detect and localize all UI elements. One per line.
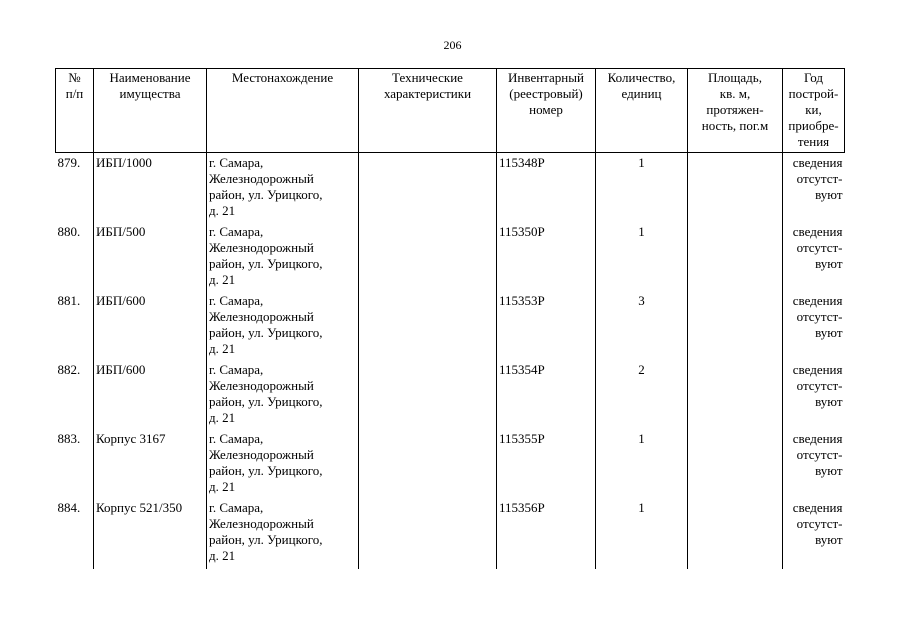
property-registry-table (55, 68, 845, 569)
text-line: Местонахождение (231, 70, 334, 85)
text-line: сведения (792, 431, 843, 446)
text-line: приобре- (788, 118, 839, 133)
text-line: д. 21 (209, 410, 236, 425)
text-line: сведения (792, 293, 843, 308)
text-line: д. 21 (209, 548, 236, 563)
text-line: Площадь, (708, 70, 762, 85)
text-line: г. Самара, (209, 224, 264, 239)
text-line: Наименование (109, 70, 191, 85)
text-line: (реестровый) (509, 86, 583, 101)
text-line: кв. м, (719, 86, 751, 101)
text-line: г. Самара, (209, 293, 264, 308)
cell-number: 882. (56, 362, 94, 431)
text-line: номер (529, 102, 563, 117)
header-quantity (596, 69, 688, 153)
cell-area (688, 500, 783, 569)
table-row (56, 153, 845, 225)
text-line: вуют (815, 325, 843, 340)
text-line: Железнодорожный (209, 516, 314, 531)
text-line: д. 21 (209, 341, 236, 356)
text-line: ность, пог.м (701, 118, 769, 133)
header-technical (359, 69, 497, 153)
cell-year (783, 293, 845, 362)
text-line: район, ул. Урицкого, (209, 463, 323, 478)
text-line: отсутст- (796, 309, 843, 324)
header-location (207, 69, 359, 153)
text-line: вуют (815, 463, 843, 478)
text-line: д. 21 (209, 272, 236, 287)
text-line: район, ул. Урицкого, (209, 394, 323, 409)
cell-area (688, 224, 783, 293)
cell-location (207, 431, 359, 500)
text-line: вуют (815, 532, 843, 547)
table-row (56, 431, 845, 500)
cell-quantity: 1 (596, 224, 688, 293)
text-line: г. Самара, (209, 362, 264, 377)
text-line: построй- (788, 86, 839, 101)
text-line: вуют (815, 256, 843, 271)
text-line: сведения (792, 500, 843, 515)
text-line: отсутст- (796, 240, 843, 255)
cell-name: ИБП/600 (94, 362, 207, 431)
table-header-row (56, 69, 845, 153)
cell-technical (359, 362, 497, 431)
cell-number: 880. (56, 224, 94, 293)
cell-location (207, 224, 359, 293)
table-row (56, 500, 845, 569)
text-line: сведения (792, 362, 843, 377)
cell-technical (359, 153, 497, 225)
cell-number: 883. (56, 431, 94, 500)
text-line: п/п (65, 86, 84, 101)
cell-inventory: 115350Р (497, 224, 596, 293)
text-line: имущества (119, 86, 181, 101)
header-inventory (497, 69, 596, 153)
text-line: единиц (621, 86, 662, 101)
cell-area (688, 153, 783, 225)
cell-name: ИБП/500 (94, 224, 207, 293)
text-line: вуют (815, 394, 843, 409)
text-line: Железнодорожный (209, 171, 314, 186)
text-line: протяжен- (706, 102, 764, 117)
text-line: Железнодорожный (209, 309, 314, 324)
cell-inventory: 115353Р (497, 293, 596, 362)
text-line: характеристики (383, 86, 472, 101)
cell-inventory: 115354Р (497, 362, 596, 431)
text-line: г. Самара, (209, 431, 264, 446)
page-number: 206 (443, 38, 462, 52)
text-line: д. 21 (209, 479, 236, 494)
cell-quantity: 3 (596, 293, 688, 362)
cell-number: 881. (56, 293, 94, 362)
header-name (94, 69, 207, 153)
cell-inventory: 115355Р (497, 431, 596, 500)
text-line: район, ул. Урицкого, (209, 532, 323, 547)
cell-location (207, 293, 359, 362)
text-line: отсутст- (796, 378, 843, 393)
text-line: г. Самара, (209, 500, 264, 515)
cell-area (688, 431, 783, 500)
cell-quantity: 1 (596, 153, 688, 225)
text-line: д. 21 (209, 203, 236, 218)
cell-year (783, 224, 845, 293)
cell-name: Корпус 3167 (94, 431, 207, 500)
cell-area (688, 293, 783, 362)
cell-technical (359, 224, 497, 293)
text-line: район, ул. Урицкого, (209, 187, 323, 202)
text-line: Железнодорожный (209, 378, 314, 393)
header-number (56, 69, 94, 153)
text-line: район, ул. Урицкого, (209, 325, 323, 340)
text-line: Железнодорожный (209, 447, 314, 462)
cell-year (783, 500, 845, 569)
cell-number: 879. (56, 153, 94, 225)
cell-name: Корпус 521/350 (94, 500, 207, 569)
cell-inventory: 115348Р (497, 153, 596, 225)
cell-quantity: 2 (596, 362, 688, 431)
cell-quantity: 1 (596, 500, 688, 569)
header-area (688, 69, 783, 153)
cell-name: ИБП/600 (94, 293, 207, 362)
cell-technical (359, 431, 497, 500)
text-line: отсутст- (796, 171, 843, 186)
table-row (56, 224, 845, 293)
text-line: Количество, (607, 70, 676, 85)
cell-location (207, 362, 359, 431)
table-row (56, 293, 845, 362)
text-line: сведения (792, 224, 843, 239)
cell-name: ИБП/1000 (94, 153, 207, 225)
table-row (56, 362, 845, 431)
cell-year (783, 362, 845, 431)
text-line: отсутст- (796, 447, 843, 462)
text-line: вуют (815, 187, 843, 202)
cell-quantity: 1 (596, 431, 688, 500)
cell-number: 884. (56, 500, 94, 569)
text-line: тения (797, 134, 830, 149)
cell-year (783, 431, 845, 500)
text-line: Год (803, 70, 824, 85)
text-line: район, ул. Урицкого, (209, 256, 323, 271)
header-year (783, 69, 845, 153)
cell-technical (359, 293, 497, 362)
text-line: № (68, 70, 81, 85)
text-line: отсутст- (796, 516, 843, 531)
table-body (56, 153, 845, 570)
text-line: Инвентарный (508, 70, 584, 85)
text-line: г. Самара, (209, 155, 264, 170)
cell-area (688, 362, 783, 431)
text-line: сведения (792, 155, 843, 170)
cell-year (783, 153, 845, 225)
text-line: Железнодорожный (209, 240, 314, 255)
cell-location (207, 153, 359, 225)
cell-technical (359, 500, 497, 569)
cell-inventory: 115356Р (497, 500, 596, 569)
text-line: Технические (392, 70, 463, 85)
cell-location (207, 500, 359, 569)
text-line: ки, (805, 102, 822, 117)
